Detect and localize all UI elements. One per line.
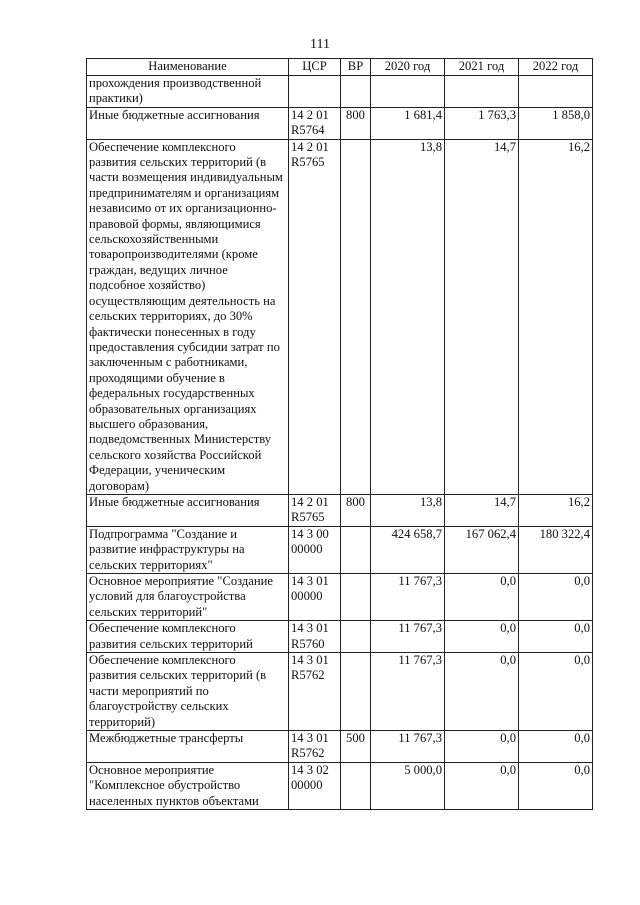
- cell-2022: 0,0: [519, 621, 593, 653]
- cell-csr: 14 3 00 00000: [289, 526, 341, 573]
- cell-2021: 0,0: [445, 731, 519, 763]
- table-header-row: [87, 59, 593, 76]
- cell-2021: [445, 76, 519, 108]
- cell-2020: 11 767,3: [371, 621, 445, 653]
- cell-2020: 1 681,4: [371, 107, 445, 139]
- cell-2020: 11 767,3: [371, 731, 445, 763]
- cell-name: Основное мероприятие "Создание условий для благоустройства сельских территорий": [87, 574, 289, 621]
- cell-name: Основное мероприятие "Комплексное обустройство населенных пунктов объектами: [87, 762, 289, 809]
- cell-2020: 13,8: [371, 139, 445, 494]
- cell-csr: 14 3 01 R5760: [289, 621, 341, 653]
- cell-2022: 0,0: [519, 762, 593, 809]
- cell-name: Обеспечение комплексного развития сельских территорий: [87, 621, 289, 653]
- table-row: [87, 494, 593, 526]
- cell-vr: [341, 653, 371, 731]
- cell-vr: 800: [341, 107, 371, 139]
- cell-2021: 1 763,3: [445, 107, 519, 139]
- cell-2020: 424 658,7: [371, 526, 445, 573]
- header-2020: 2020 год: [371, 59, 445, 76]
- cell-name: прохождения производственной практики): [87, 76, 289, 108]
- cell-2022: 0,0: [519, 574, 593, 621]
- cell-vr: [341, 139, 371, 494]
- cell-name: Подпрограмма "Создание и развитие инфраструктуры на сельских территориях": [87, 526, 289, 573]
- table-row: [87, 621, 593, 653]
- header-2021: 2021 год: [445, 59, 519, 76]
- budget-table: [86, 58, 593, 810]
- cell-csr: 14 2 01 R5764: [289, 107, 341, 139]
- cell-csr: 14 2 01 R5765: [289, 494, 341, 526]
- cell-2021: 0,0: [445, 762, 519, 809]
- cell-name: Обеспечение комплексного развития сельских территорий (в части возмещения индивидуальным предпринимателям и организациям независимо от их организационно-правовой формы, являющимися сельскохозяйственными товаропроизводителями (кроме граждан, ведущих личное подсобное хозяйство) осуществляющим деятельность на сельских территориях, до 30% фактически понесенных в году предоставления субсидии затрат по заключенным с работниками, проходящими обучение в федеральных государственных образовательных организациях высшего образования, подведомственных Министерству сельского хозяйства Российской Федерации, ученическим договорам): [87, 139, 289, 494]
- cell-csr: 14 2 01 R5765: [289, 139, 341, 494]
- cell-2022: 180 322,4: [519, 526, 593, 573]
- cell-2022: 0,0: [519, 653, 593, 731]
- cell-vr: 800: [341, 494, 371, 526]
- cell-2020: 11 767,3: [371, 574, 445, 621]
- cell-csr: 14 3 01 R5762: [289, 653, 341, 731]
- table-row: [87, 762, 593, 809]
- header-vr: ВР: [341, 59, 371, 76]
- cell-csr: 14 3 01 R5762: [289, 731, 341, 763]
- cell-name: Межбюджетные трансферты: [87, 731, 289, 763]
- cell-name: Иные бюджетные ассигнования: [87, 494, 289, 526]
- cell-2021: 0,0: [445, 574, 519, 621]
- header-2022: 2022 год: [519, 59, 593, 76]
- cell-vr: [341, 621, 371, 653]
- table-row: [87, 653, 593, 731]
- cell-vr: [341, 762, 371, 809]
- table-row: [87, 107, 593, 139]
- header-name: Наименование: [87, 59, 289, 76]
- table-body: [87, 76, 593, 810]
- cell-name: Обеспечение комплексного развития сельских территорий (в части мероприятий по благоустройству сельских территорий): [87, 653, 289, 731]
- cell-2022: 16,2: [519, 494, 593, 526]
- cell-csr: 14 3 01 00000: [289, 574, 341, 621]
- cell-2021: 0,0: [445, 621, 519, 653]
- cell-2020: 5 000,0: [371, 762, 445, 809]
- cell-2022: 16,2: [519, 139, 593, 494]
- cell-vr: [341, 526, 371, 573]
- cell-csr: 14 3 02 00000: [289, 762, 341, 809]
- cell-2022: 0,0: [519, 731, 593, 763]
- cell-2022: [519, 76, 593, 108]
- table-row: [87, 76, 593, 108]
- cell-name: Иные бюджетные ассигнования: [87, 107, 289, 139]
- cell-vr: 500: [341, 731, 371, 763]
- cell-vr: [341, 574, 371, 621]
- header-csr: ЦСР: [289, 59, 341, 76]
- cell-2021: 14,7: [445, 139, 519, 494]
- cell-2020: [371, 76, 445, 108]
- page-number: 111: [310, 37, 330, 52]
- cell-2021: 167 062,4: [445, 526, 519, 573]
- cell-2020: 13,8: [371, 494, 445, 526]
- table-row: [87, 731, 593, 763]
- table-row: [87, 526, 593, 573]
- cell-csr: [289, 76, 341, 108]
- cell-vr: [341, 76, 371, 108]
- cell-2021: 14,7: [445, 494, 519, 526]
- cell-2021: 0,0: [445, 653, 519, 731]
- table-row: [87, 574, 593, 621]
- cell-2022: 1 858,0: [519, 107, 593, 139]
- table-row: [87, 139, 593, 494]
- cell-2020: 11 767,3: [371, 653, 445, 731]
